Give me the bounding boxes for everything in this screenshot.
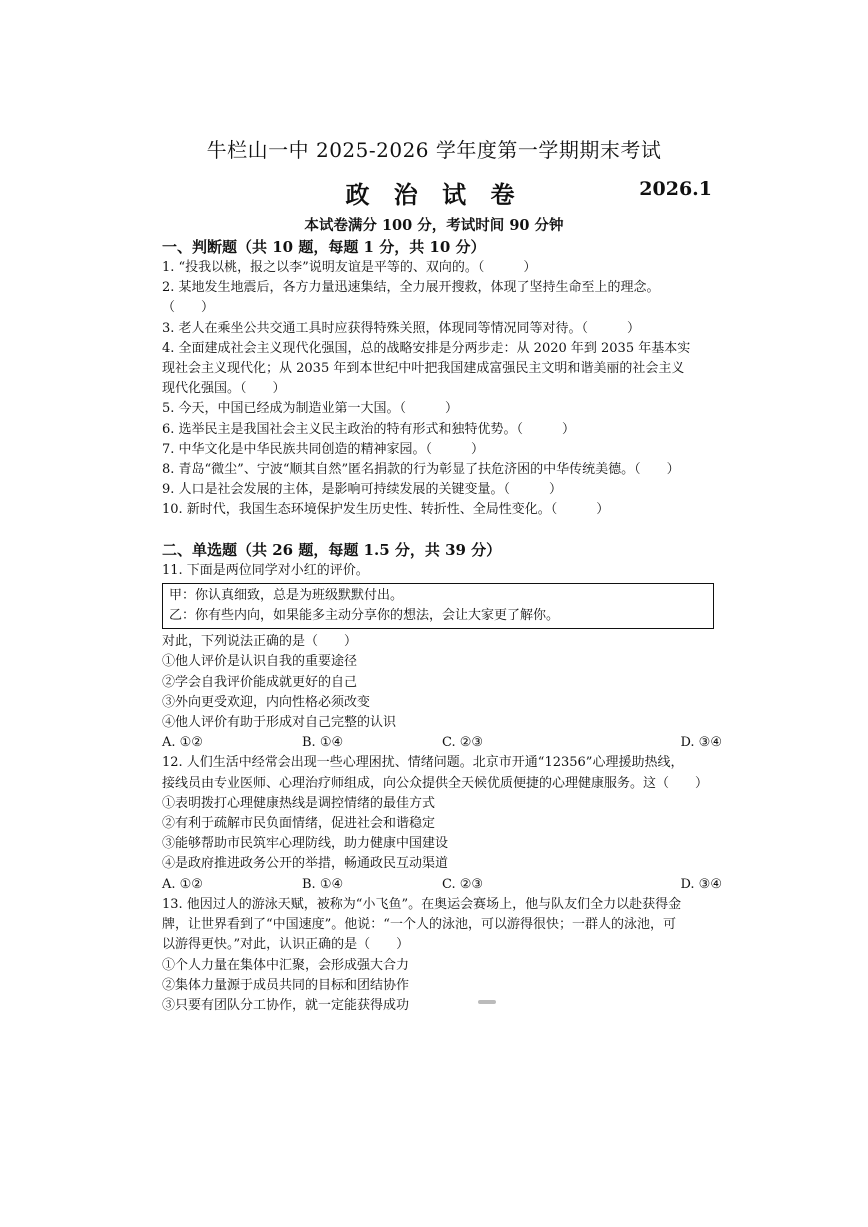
question-5 — [162, 399, 722, 419]
option-a: A. ①② — [162, 735, 203, 751]
question-stem: 11. 下面是两位同学对小红的评价。 — [162, 562, 369, 578]
option-d: D. ③④ — [680, 735, 722, 751]
question-prompt: 对此，下列说法正确的是（ ） — [162, 634, 358, 650]
question-line: 1. “投我以桃，报之以李”说明友谊是平等的、双向的。（ ） — [162, 260, 537, 275]
statement: ①表明拨打心理健康热线是调控情绪的最佳方式 — [162, 795, 436, 811]
question-line: 9. 人口是社会发展的主体，是影响可持续发展的关键变量。（ ） — [162, 482, 563, 498]
exam-content — [162, 236, 722, 1016]
question-stem: 以游得更快。”对此，认识正确的是（ ） — [162, 937, 410, 953]
option-b: B. ①④ — [302, 735, 344, 751]
question-line: 7. 中华文化是中华民族共同创造的精神家园。（ ） — [162, 441, 485, 457]
option-b: B. ①④ — [302, 876, 344, 892]
section-heading: 一、判断题（共 10 题，每题 1 分，共 10 分） — [162, 238, 486, 256]
question-line: 现代化强国。（ ） — [162, 381, 286, 397]
statement: ②集体力量源于成员共同的目标和团结协作 — [162, 977, 410, 993]
question-stem: 接线员由专业医师、心理治疗师组成，向公众提供全天候优质便捷的心理健康服务。这（ ） — [162, 775, 709, 791]
statement: ③只要有团队分工协作，就一定能获得成功 — [162, 997, 410, 1013]
section-judgement — [162, 236, 722, 521]
statement: ①他人评价是认识自我的重要途径 — [162, 654, 358, 670]
question-stem: 13. 他因过人的游泳天赋，被称为“小飞鱼”。在奥运会赛场上，他与队友们全力以赴获得金 — [162, 896, 682, 912]
subject-row — [0, 175, 868, 209]
question-10 — [162, 500, 722, 520]
evaluation-line: 乙：你有些内向，如果能多主动分享你的想法，会让大家更了解你。 — [169, 608, 560, 624]
school-title: 牛栏山一中 2025-2026 学年度第一学期期末考试 — [206, 138, 662, 162]
question-line: （ ） — [162, 300, 215, 316]
scan-smudge — [478, 1000, 496, 1004]
question-3 — [162, 319, 722, 339]
statement: ④他人评价有助于形成对自己完整的认识 — [162, 715, 397, 731]
question-line: 3. 老人在乘坐公共交通工具时应获得特殊关照，体现同等情况同等对待。（ ） — [162, 320, 641, 336]
question-8 — [162, 460, 722, 480]
evaluation-box — [162, 583, 714, 629]
question-line: 8. 青岛“微尘”、宁波“顺其自然”匿名捐款的行为彰显了扶危济困的中华传统美德。（ ） — [162, 462, 680, 478]
answer-options — [162, 733, 722, 753]
statement: ③能够帮助市民筑牢心理防线，助力健康中国建设 — [162, 836, 449, 852]
section-single-choice — [162, 539, 722, 1016]
question-line: 10. 新时代，我国生态环境保护发生历史性、转折性、全局性变化。（ ） — [162, 502, 610, 518]
question-7 — [162, 440, 722, 460]
question-13 — [162, 895, 722, 1016]
question-line: 5. 今天，中国已经成为制造业第一大国。（ ） — [162, 401, 459, 417]
question-12 — [162, 753, 722, 894]
question-4 — [162, 339, 722, 400]
statement: ③外向更受欢迎，内向性格必须改变 — [162, 694, 371, 710]
statement: ②学会自我评价能成就更好的自己 — [162, 674, 358, 690]
section-gap — [162, 521, 722, 539]
option-a: A. ①② — [162, 876, 203, 892]
statement: ①个人力量在集体中汇聚，会形成强大合力 — [162, 957, 410, 973]
question-6 — [162, 420, 722, 440]
statement: ②有利于疏解市民负面情绪，促进社会和谐稳定 — [162, 816, 436, 832]
answer-options — [162, 875, 722, 895]
option-c: C. ②③ — [442, 876, 484, 892]
question-stem: 牌，让世界看到了“中国速度”。他说：“一个人的泳池，可以游得很快；一群人的泳池，可 — [162, 917, 676, 933]
question-9 — [162, 480, 722, 500]
statement: ④是政府推进政务公开的举措，畅通政民互动渠道 — [162, 856, 449, 872]
question-line: 6. 选举民主是我国社会主义民主政治的特有形式和独特优势。（ ） — [162, 421, 576, 437]
evaluation-line: 甲：你认真细致，总是为班级默默付出。 — [169, 587, 404, 603]
question-line: 4. 全面建成社会主义现代化强国，总的战略安排是分两步走：从 2020 年到 2035 年基本实 — [162, 340, 691, 356]
question-stem: 12. 人们生活中经常会出现一些心理困扰、情绪问题。北京市开通“12356”心理援助热线， — [162, 755, 684, 771]
question-1 — [162, 258, 722, 278]
option-d: D. ③④ — [680, 876, 722, 892]
exam-date: 2026.1 — [639, 178, 712, 200]
question-11 — [162, 561, 722, 754]
subject-title: 政 治 试 卷 — [345, 180, 523, 209]
question-line: 2. 某地发生地震后，各方力量迅速集结，全力展开搜救，体现了坚持生命至上的理念。 — [162, 280, 660, 296]
question-line: 现社会主义现代化；从 2035 年到本世纪中叶把我国建成富强民主文明和谐美丽的社会主义 — [162, 361, 685, 377]
section-heading: 二、单选题（共 26 题，每题 1.5 分，共 39 分） — [162, 540, 502, 559]
exam-info: 本试卷满分 100 分，考试时间 90 分钟 — [304, 217, 564, 234]
option-c: C. ②③ — [442, 735, 484, 751]
question-2 — [162, 278, 722, 318]
